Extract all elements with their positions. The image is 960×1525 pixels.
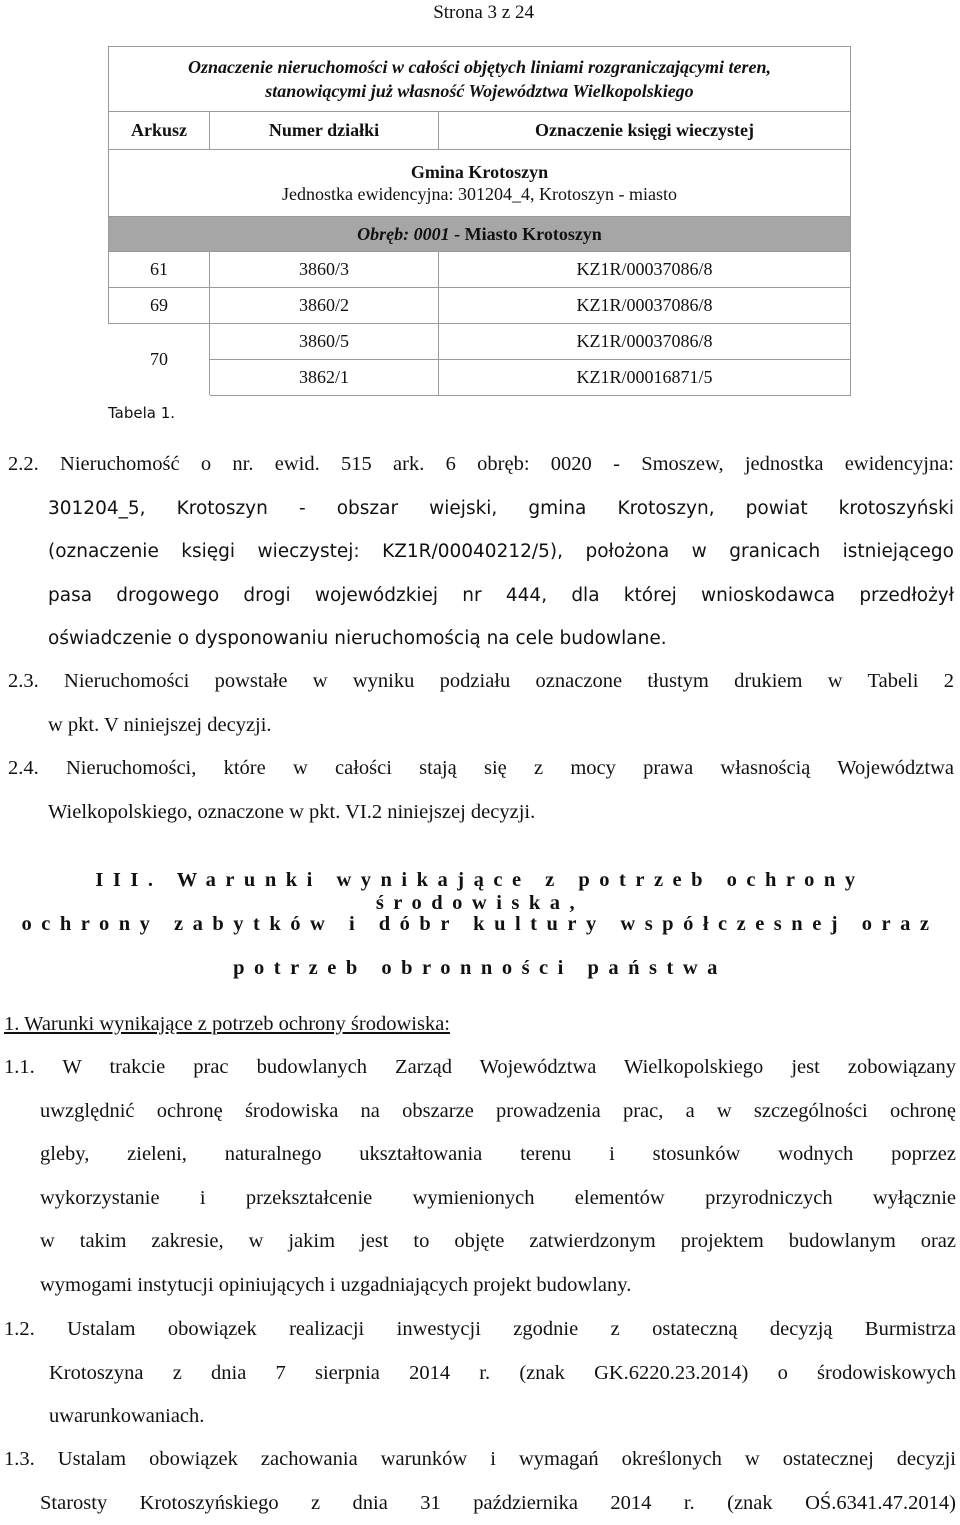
paragraph-line: wymogami instytucji opiniujących i uzgadniających projekt budowlany. (4, 1264, 956, 1308)
section-3-heading-line-2: ochrony zabytków i dóbr kultury współczesnej oraz (0, 913, 960, 936)
parcels-table (108, 46, 851, 396)
paragraph-line: 1.3. Ustalam obowiązek zachowania warunków i wymagań określonych w ostatecznej decyzji (4, 1438, 956, 1482)
cell-kw: KZ1R/00037086/8 (439, 252, 851, 288)
paragraph-line: 1.1. W trakcie prac budowlanych Zarząd Województwa Wielkopolskiego jest zobowiązany (4, 1046, 956, 1090)
cell-dzialka: 3860/3 (210, 252, 439, 288)
page-number (0, 2, 960, 24)
section-3-heading-line-1: III. Warunki wynikające z potrzeb ochrony środowiska, (0, 869, 960, 915)
paragraph-line: oświadczenie o dysponowaniu nieruchomością na cele budowlane. (8, 617, 954, 661)
paragraph-line: pasa drogowego drogi wojewódzkiej nr 444, dla której wnioskodawca przedłożył (8, 574, 954, 618)
cell-arkusz: 70 (109, 324, 210, 396)
column-header-arkusz: Arkusz (109, 112, 210, 150)
table-title (109, 47, 851, 112)
paragraph-line: 2.2. Nieruchomość o nr. ewid. 515 ark. 6 obręb: 0020 - Smoszew, jednostka ewidencyjna: (8, 443, 954, 487)
cell-dzialka: 3862/1 (210, 360, 439, 396)
gmina-name: Gmina Krotoszyn (411, 162, 548, 182)
obreb-name: - Miasto Krotoszyn (450, 224, 602, 244)
paragraph-2-3 (8, 660, 954, 747)
cell-arkusz: 69 (109, 288, 210, 324)
cell-dzialka: 3860/2 (210, 288, 439, 324)
paragraph-line: 1.2. Ustalam obowiązek realizacji inwestycji zgodnie z ostateczną decyzją Burmistrza (4, 1308, 956, 1352)
column-header-kw: Oznaczenie księgi wieczystej (439, 112, 851, 150)
table-row (109, 288, 851, 324)
paragraph-line: (oznaczenie księgi wieczystej: KZ1R/00040212/5), położona w granicach istniejącego (8, 530, 954, 574)
table-title-line-1: Oznaczenie nieruchomości w całości objętych liniami rozgraniczającymi teren, (109, 55, 850, 79)
cell-kw: KZ1R/00037086/8 (439, 288, 851, 324)
paragraph-2-2 (8, 443, 954, 661)
table-row (109, 360, 851, 396)
paragraph-1-3 (4, 1438, 956, 1525)
paragraph-line: wykorzystanie i przekształcenie wymienionych elementów przyrodniczych wyłącznie (4, 1177, 956, 1221)
paragraph-line: 2.4. Nieruchomości, które w całości stają się z mocy prawa własnością Województwa (8, 747, 954, 791)
jednostka-ewidencyjna: Jednostka ewidencyjna: 301204_4, Krotoszyn - miasto (109, 183, 850, 205)
paragraph-1-1 (4, 1046, 956, 1307)
section-3-heading-line-3: potrzeb obronności państwa (0, 957, 960, 980)
paragraph-line: Starosty Krotoszyńskiego z dnia 31 października 2014 r. (znak OŚ.6341.47.2014) (4, 1482, 956, 1525)
paragraph-line: uwarunkowaniach. (4, 1395, 956, 1439)
paragraph-line: uwzględnić ochronę środowiska na obszarze prowadzenia prac, a w szczególności ochronę (4, 1090, 956, 1134)
table-row (109, 252, 851, 288)
table-title-line-2: stanowiącymi już własność Województwa Wielkopolskiego (109, 79, 850, 103)
obreb-label: Obręb: 0001 (357, 224, 450, 244)
subsection-1-title: 1. Warunki wynikające z potrzeb ochrony środowiska: (4, 1013, 450, 1036)
table-label: Tabela 1. (108, 404, 175, 422)
column-header-dzialka: Numer działki (210, 112, 439, 150)
paragraph-2-4 (8, 747, 954, 834)
paragraph-1-2 (4, 1308, 956, 1439)
page-number-text: Strona 3 z 24 (433, 2, 534, 23)
cell-kw: KZ1R/00016871/5 (439, 360, 851, 396)
paragraph-line: 2.3. Nieruchomości powstałe w wyniku podziału oznaczone tłustym drukiem w Tabeli 2 (8, 660, 954, 704)
paragraph-line: w pkt. V niniejszej decyzji. (8, 704, 954, 748)
cell-kw: KZ1R/00037086/8 (439, 324, 851, 360)
paragraph-line: 301204_5, Krotoszyn - obszar wiejski, gmina Krotoszyn, powiat krotoszyński (8, 487, 954, 531)
paragraph-line: w takim zakresie, w jakim jest to objęte zatwierdzonym projektem budowlanym oraz (4, 1220, 956, 1264)
paragraph-line: gleby, zieleni, naturalnego ukształtowania terenu i stosunków wodnych poprzez (4, 1133, 956, 1177)
cell-arkusz: 61 (109, 252, 210, 288)
paragraph-line: Krotoszyna z dnia 7 sierpnia 2014 r. (znak GK.6220.23.2014) o środowiskowych (4, 1352, 956, 1396)
gmina-header (109, 150, 851, 217)
cell-dzialka: 3860/5 (210, 324, 439, 360)
paragraph-line: Wielkopolskiego, oznaczone w pkt. VI.2 niniejszej decyzji. (8, 791, 954, 835)
table-row (109, 324, 851, 360)
obreb-header (109, 217, 851, 252)
